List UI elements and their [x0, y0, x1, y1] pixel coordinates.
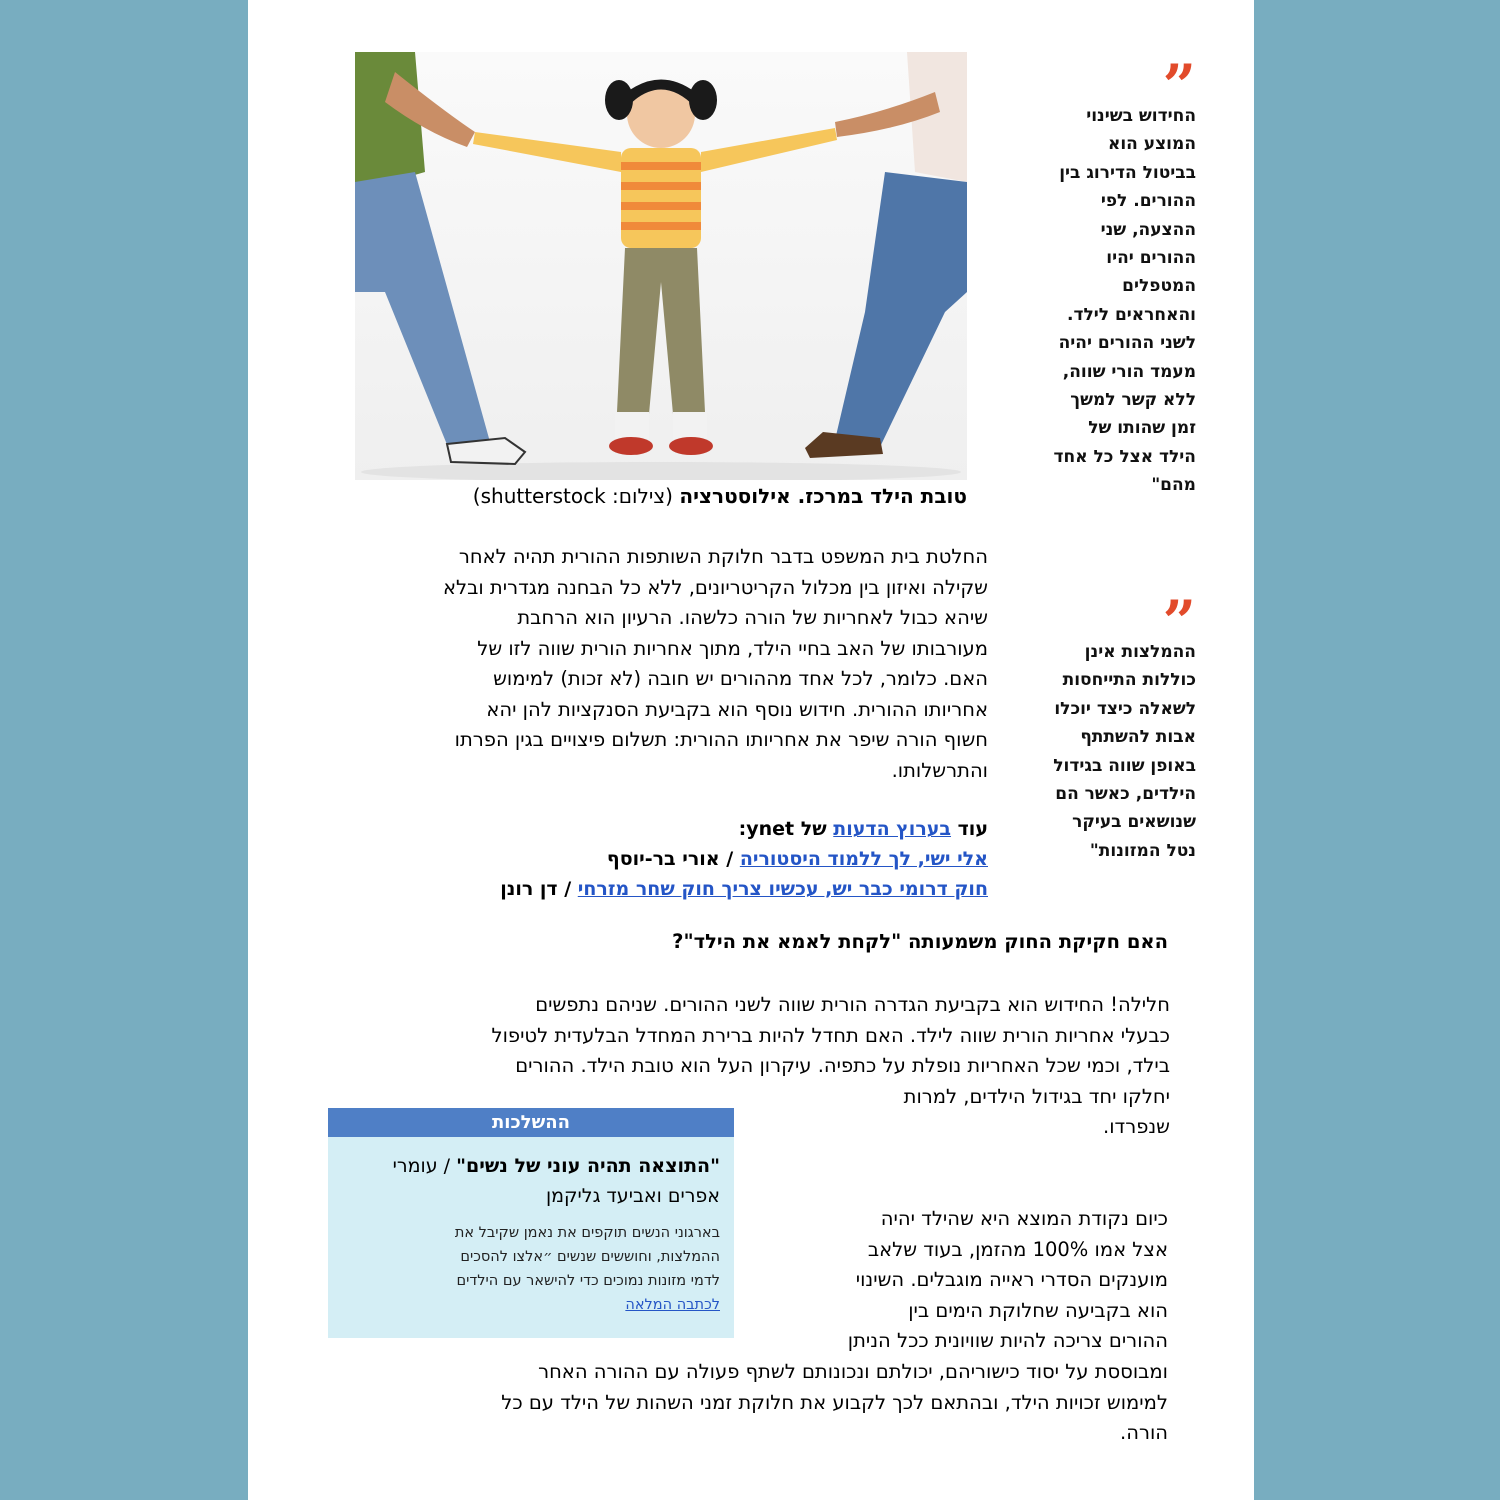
pull-quote-line: בביטול הדירוג בין: [1059, 162, 1196, 183]
photo-credit: (צילום: shutterstock): [472, 484, 673, 508]
box-header: ההשלכות: [328, 1108, 734, 1137]
paragraph-3-narrow: [748, 1204, 1168, 1357]
full-article-link[interactable]: לכתבה המלאה: [625, 1297, 720, 1313]
parents-pulling-child-illustration: [355, 52, 967, 480]
opinions-channel-link[interactable]: בערוץ הדעות: [833, 818, 952, 840]
box-title-author: / עומרי: [392, 1155, 451, 1177]
pull-quote-line: הילד אצל כל אחד: [1053, 446, 1196, 467]
text-line: הוא בקביעה שחלוקת הימים בין: [908, 1298, 1168, 1322]
text-line: אחריותו ההורית. חידוש נוסף הוא בקביעת הסנקציות להן יהא: [486, 697, 988, 721]
opinion-article-link[interactable]: אלי ישי, לך ללמוד היסטוריה: [739, 848, 988, 870]
section-heading: האם חקיקת החוק משמעותה "לקחת לאמא את הילד"?: [672, 930, 1168, 953]
text-line: הורה.: [1120, 1421, 1168, 1444]
pull-quote-line: והאחראים לילד.: [1067, 304, 1196, 325]
text-line: מעורבותו של האב בחיי הילד, מתוך אחריות הורית שווה לזו של: [477, 636, 988, 660]
pull-quote-line: לשני ההורים יהיה: [1058, 333, 1196, 354]
box-title-quote: "התוצאה תהיה עוני של נשים": [456, 1155, 720, 1177]
text-line: יחלקו יחד בגידול הילדים, למרות: [903, 1084, 1170, 1108]
pull-quote-2: [1016, 588, 1196, 865]
pull-quote-line: הילדים, כאשר הם: [1055, 784, 1196, 805]
pull-quote-line: שנושאים בעיקר: [1072, 812, 1196, 833]
pull-quote-line: ההורים יהיו: [1106, 248, 1196, 269]
pull-quote-line: ללא קשר למשך: [1070, 390, 1196, 411]
text-line: למימוש זכויות הילד, ובהתאם לכך לקבוע את חלוקת זמני השהות של הילד עם כל: [501, 1390, 1168, 1414]
snippet-line: בארגוני הנשים תוקפים את נאמן שקיבל את: [454, 1225, 720, 1241]
box-title-author-cont: אפרים ואביעד גליקמן: [545, 1185, 720, 1207]
paragraph-3-wide: [328, 1357, 1168, 1449]
opinion-author: / אורי בר-יוסף: [606, 848, 734, 870]
pull-quote-line: אבות להשתתף: [1080, 727, 1196, 748]
text-line: אצל אמו 100% מהזמן, בעוד שלאב: [867, 1237, 1168, 1261]
more-opinions-suffix: של ynet:: [738, 818, 827, 840]
more-opinions-prefix: עוד: [957, 818, 988, 840]
pull-quote-line: נטל המזונות": [1089, 840, 1196, 861]
text-line: שקילה ואיזון בין מכלול הקריטריונים, ללא כל הבחנה מגדרית ובלא: [443, 575, 988, 599]
pull-quote-1: [1016, 52, 1196, 500]
text-line: חשוף הורה שיפר את אחריותו ההורית: תשלום פיצויים בגין הפרתו: [454, 728, 988, 751]
more-opinions-item: [328, 874, 988, 904]
text-line: בילד, וכמי שכל האחריות נופלת על כתפיה. עיקרון העל הוא טובת הילד. ההורים: [515, 1054, 1170, 1077]
paragraph-1: [328, 542, 988, 786]
pull-quote-line: המטפלים: [1122, 276, 1196, 297]
text-line: ההורים צריכה להיות שוויונית ככל הניתן: [847, 1329, 1168, 1352]
pull-quote-line: באופן שווה בגידול: [1053, 755, 1196, 776]
quote-mark-icon: ”: [1162, 588, 1196, 656]
text-line: כיום נקודת המוצא היא שהילד יהיה: [880, 1207, 1168, 1230]
snippet-line: לדמי מזונות נמוכים כדי להישאר עם הילדים: [456, 1273, 720, 1289]
pull-quote-line: לשאלה כיצד יוכלו: [1054, 698, 1196, 719]
text-line: מוענקים הסדרי ראייה מוגבלים. השינוי: [855, 1268, 1168, 1291]
photo-caption: [355, 484, 967, 508]
article-page: [248, 0, 1254, 1500]
pull-quote-line: ההצעה, שני: [1100, 219, 1196, 240]
opinion-article-link[interactable]: חוק דרומי כבר יש, עכשיו צריך חוק שחר מזרחי: [577, 878, 988, 900]
pull-quote-line: זמן שהותו של: [1088, 418, 1196, 439]
opinion-author: / דן רונן: [500, 878, 572, 900]
pull-quote-line: ההמלצות אינן: [1084, 642, 1196, 662]
pull-quote-line: המוצע הוא: [1107, 134, 1196, 155]
more-opinions: [328, 814, 988, 904]
pull-quote-text: [1016, 638, 1196, 865]
text-line: כבעלי אחריות הורית שווה לילד. האם תחדל להיות ברירת המחדל הבלעדית לטיפול: [491, 1023, 1170, 1047]
text-line: שנפרדו.: [1103, 1115, 1170, 1138]
article-photo: [355, 52, 967, 480]
text-line: האם. כלומר, לכל אחד מההורים יש חובה (לא זכות) למימוש: [493, 667, 988, 690]
implications-box: [328, 1108, 734, 1338]
text-line: חלילה! החידוש הוא בקביעת הגדרה הורית שווה לשני ההורים. שניהם נתפשים: [535, 993, 1170, 1016]
pull-quote-line: החידוש בשינוי: [1086, 106, 1196, 126]
box-snippet: [328, 1211, 734, 1317]
more-opinions-item: [328, 844, 988, 874]
text-line: והתרשלותו.: [891, 758, 988, 782]
text-line: שיהא כבול לאחריות של הורה כלשהו. הרעיון הוא הרחבת: [517, 606, 988, 629]
more-opinions-header: [328, 814, 988, 844]
pull-quote-line: ההורים. לפי: [1100, 191, 1196, 212]
pull-quote-text: [1016, 102, 1196, 500]
snippet-line: ההמלצות, וחוששים שנשים ״אלצו להסכים: [460, 1249, 720, 1265]
text-line: החלטת בית המשפט בדבר חלוקת השותפות ההורית תהיה לאחר: [458, 545, 988, 568]
pull-quote-line: מעמד הורי שווה,: [1062, 361, 1196, 382]
pull-quote-line: כוללות התייחסות: [1062, 670, 1196, 691]
text-line: ומבוססת על יסוד כישוריהם, יכולתם ונכונותם לשתף פעולה עם ההורה האחר: [538, 1360, 1168, 1383]
quote-mark-icon: ”: [1162, 52, 1196, 120]
photo-caption-text: טובת הילד במרכז. אילוסטרציה: [679, 484, 967, 508]
pull-quote-line: מהם": [1151, 475, 1196, 496]
box-article-title[interactable]: [328, 1137, 734, 1211]
